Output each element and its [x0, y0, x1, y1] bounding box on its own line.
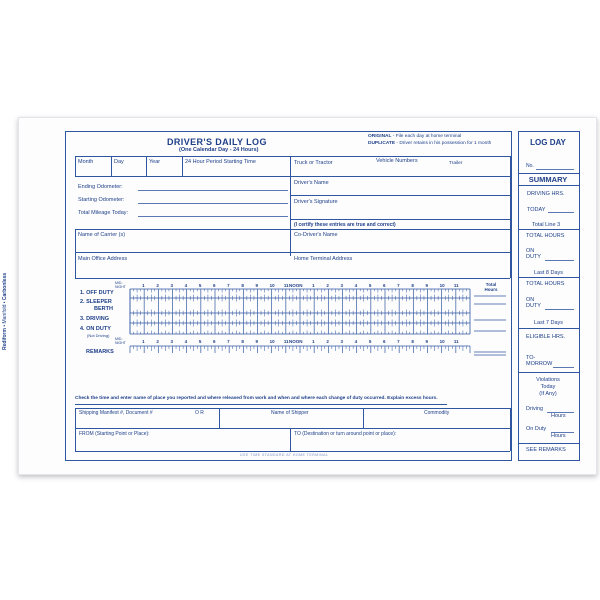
brand-name: Rediform [2, 328, 8, 350]
hour-label: 5 [368, 339, 372, 344]
hour-label: 11 [453, 339, 459, 344]
shipper-field[interactable]: Name of Shipper [271, 410, 309, 416]
hour-label: 8 [411, 283, 414, 288]
summary-title: SUMMARY [528, 175, 568, 184]
on-label-1: ON [526, 248, 535, 254]
violations-label: Violations [536, 377, 560, 383]
hour-label: 5 [198, 339, 202, 344]
total-line3-label: Total Line 3 [532, 222, 561, 228]
tomorrow-label-2: MORROW [526, 361, 553, 367]
original-label: ORIGINAL [368, 134, 392, 139]
noon-label: NOON [289, 283, 303, 288]
log-day-title: LOG DAY [530, 138, 566, 147]
log-subtitle: (One Calendar Day - 24 Hours) [179, 147, 259, 153]
hour-label: 5 [368, 283, 372, 288]
hour-label: 2 [156, 283, 159, 288]
on-duty-input-1[interactable] [545, 260, 574, 261]
trailer-field[interactable]: Trailer [449, 161, 463, 166]
total-mileage-label: Total Mileage Today: [78, 210, 129, 216]
row-on-duty: 4. ON DUTY [80, 326, 111, 332]
hour-label: 10 [269, 339, 275, 344]
on-label-2: ON [526, 297, 535, 303]
eligible-hrs-label: ELIGIBLE HRS. [526, 334, 566, 340]
hour-label: 7 [397, 283, 400, 288]
row-sleeper: 2. SLEEPER [80, 299, 112, 305]
log-title: DRIVER'S DAILY LOG [167, 137, 267, 147]
today-label: TODAY [527, 207, 546, 213]
hour-label: 1 [312, 283, 315, 288]
violations-if-any-label: (If Any) [539, 391, 557, 397]
certify-text: (I certify these entries are true and correct) [294, 222, 396, 228]
duplicate-text: - Driver retains in his possession for 1 month [395, 140, 492, 146]
noon-label-bottom: NOON [289, 339, 303, 344]
hour-label: 11 [283, 283, 289, 288]
remarks-label: REMARKS [86, 349, 114, 355]
ending-odometer-label: Ending Odometer: [78, 184, 123, 190]
home-terminal-field[interactable]: Home Terminal Address [294, 256, 353, 262]
hour-label: 2 [326, 283, 329, 288]
row-berth: BERTH [94, 306, 113, 312]
hours-label-2: Hours [551, 433, 566, 439]
vehicle-numbers-field[interactable]: Vehicle Numbers [376, 158, 418, 164]
shipping-manifest-field[interactable]: Shipping Manifest #, Document # [79, 410, 153, 416]
day-field[interactable]: Day [114, 159, 124, 165]
hour-label: 4 [354, 339, 358, 344]
hour-label: 2 [326, 339, 329, 344]
hour-label: 10 [269, 283, 275, 288]
today-input[interactable] [548, 212, 574, 213]
hours-label-1: Hours [551, 413, 566, 419]
total-hours-label-2: TOTAL HOURS [526, 281, 565, 287]
log-day-no: No. [526, 163, 534, 169]
total-hours-label-1: TOTAL HOURS [526, 233, 565, 239]
row-driving: 3. DRIVING [80, 316, 110, 322]
driving-label: Driving [526, 406, 544, 412]
hour-label: 8 [411, 339, 414, 344]
carrier-field[interactable]: Name of Carrier (s) [78, 232, 126, 238]
duplicate-label: DUPLICATE [368, 140, 396, 146]
driving-hrs-label: DRIVING HRS. [527, 191, 565, 197]
drivers-signature-field[interactable]: Driver's Signature [294, 199, 338, 205]
log-day-no-input[interactable] [536, 169, 574, 170]
hour-label: 1 [142, 283, 145, 288]
violations-today-label: Today [540, 384, 556, 390]
to-field[interactable]: TO (Destination or turn around point or place): [294, 431, 397, 437]
hour-label: 11 [283, 339, 289, 344]
co-driver-field[interactable]: Co-Driver's Name [294, 232, 338, 238]
hour-label: 8 [241, 283, 244, 288]
tomorrow-input[interactable] [553, 367, 574, 368]
midnight-label-bottom: MID-NIGHT [115, 337, 126, 345]
midnight-label: MID-NIGHT [115, 281, 126, 289]
instructions-text: Check the time and enter name of place you reported and where released from work and when and where each change of duty occurred. Explain excess hours. [75, 396, 438, 401]
hour-label: 6 [213, 339, 216, 344]
hour-label: 4 [184, 283, 188, 288]
hour-label: 10 [439, 339, 445, 344]
total-hours-label: Total Hours [484, 282, 498, 292]
on-duty-input-2[interactable] [545, 309, 574, 310]
month-field[interactable]: Month [78, 159, 94, 165]
duty-label-2: DUTY [526, 303, 541, 309]
hour-label: 9 [255, 283, 259, 288]
hour-label: 7 [227, 283, 230, 288]
hour-label: 10 [439, 283, 445, 288]
hour-label: 4 [184, 339, 188, 344]
hour-label: 9 [425, 339, 429, 344]
hour-label: 3 [170, 283, 174, 288]
hour-label: 3 [170, 339, 174, 344]
last-7-days-label: Last 7 Days [534, 320, 564, 326]
see-remarks-label: SEE REMARKS [526, 447, 566, 453]
period-start-field[interactable]: 24 Hour Period Starting Time [185, 159, 256, 165]
time-standard-note: USE TIME STANDARD AT HOME TERMINAL [240, 453, 329, 457]
from-field[interactable]: FROM (Starting Point or Place): [79, 431, 150, 437]
row-off-duty: 1. OFF DUTY [80, 290, 114, 296]
hour-label: 11 [453, 283, 459, 288]
hour-label: 8 [241, 339, 244, 344]
hour-label: 6 [383, 283, 386, 288]
tomorrow-label-1: TO- [526, 355, 536, 361]
last-8-days-label: Last 8 Days [534, 270, 564, 276]
on-duty-label-3: On Duty [526, 426, 547, 432]
brand-end: Carbonless [2, 272, 8, 302]
hour-label: 7 [227, 339, 230, 344]
drivers-name-field[interactable]: Driver's Name [294, 180, 329, 186]
hour-label: 3 [340, 339, 344, 344]
hour-label: 2 [156, 339, 159, 344]
commodity-field[interactable]: Commodity [424, 410, 450, 416]
duty-label-1: DUTY [526, 254, 541, 260]
hour-label: 7 [397, 339, 400, 344]
brand-mid: • Manifold • [2, 301, 8, 329]
hour-label: 1 [142, 339, 145, 344]
year-field[interactable]: Year [149, 159, 161, 165]
hour-label: 6 [383, 339, 386, 344]
hour-label: 3 [340, 283, 344, 288]
original-text: - File each day at home terminal [391, 134, 462, 139]
hour-label: 9 [255, 339, 259, 344]
row-not-driving: (Not Driving) [87, 333, 110, 338]
or-label: O R [195, 410, 204, 416]
main-office-field[interactable]: Main Office Address [78, 256, 128, 262]
hour-label: 9 [425, 283, 429, 288]
hour-label: 5 [198, 283, 202, 288]
hour-label: 4 [354, 283, 358, 288]
starting-odometer-label: Starting Odometer: [78, 197, 125, 203]
truck-field[interactable]: Truck or Tractor [294, 160, 333, 166]
hour-label: 6 [213, 283, 216, 288]
hour-label: 1 [312, 339, 315, 344]
